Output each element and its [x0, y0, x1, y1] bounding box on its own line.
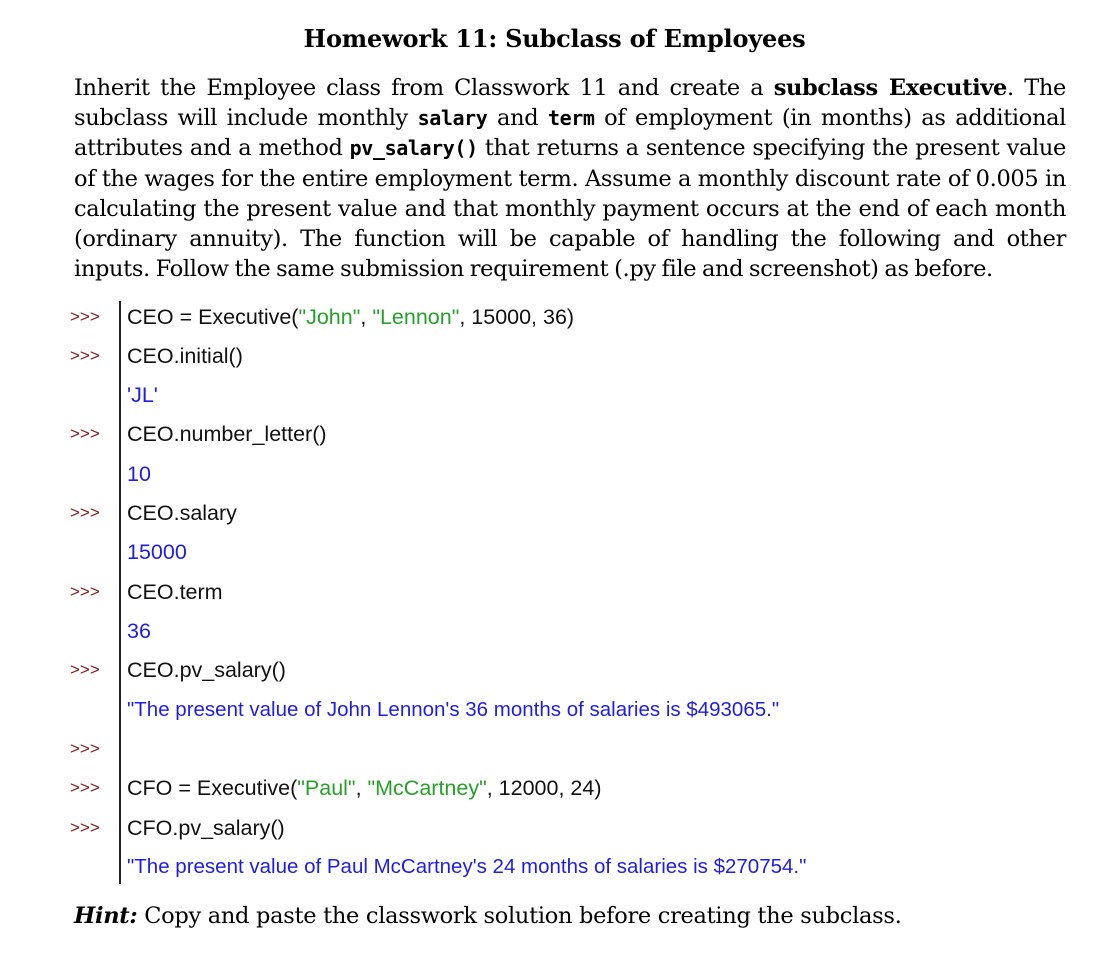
desc-term-code: term: [547, 106, 595, 131]
console-prompt: >>>: [70, 346, 100, 365]
console-divider: [119, 301, 121, 884]
console-code: CEO.initial(): [127, 344, 243, 368]
console-code: CEO.term: [127, 580, 223, 604]
hint-label: Hint:: [74, 903, 138, 929]
desc-salary-code: salary: [417, 106, 488, 131]
hint-text: Copy and paste the classwork solution before creating the subclass.: [137, 903, 902, 929]
desc-subclass-term: subclass Executive: [773, 75, 1008, 101]
console-output-text: "The present value of Paul McCartney's 24 months of salaries is $270754.": [127, 855, 807, 878]
console-code: CEO.number_letter(): [127, 422, 327, 446]
page-title: Homework 11: Subclass of Employees: [303, 24, 806, 53]
assignment-description: [74, 73, 1066, 284]
console-code: CEO.pv_salary(): [127, 658, 286, 682]
console-code: CFO.pv_salary(): [127, 816, 285, 840]
console-output-text: 36: [127, 619, 151, 643]
console-prompt: >>>: [70, 778, 100, 797]
console-output-text: 15000: [127, 540, 187, 564]
console-code: CEO.salary: [127, 501, 237, 525]
console-prompt: >>>: [70, 739, 100, 758]
desc-text-5: that returns a sentence specifying the present value of the wages for the entire employment term. Assume a monthly discount rate of 0.005 in calculating the present value and that monthly payment occurs at the end of each month (ordinary annuity). The function will be capable of handling the following and other inputs. Follow the same submission requirement (.py file and screenshot) as before.: [74, 135, 1067, 283]
console-prompt: >>>: [70, 582, 100, 601]
console-prompt: >>>: [70, 307, 100, 326]
console-code: CEO = Executive("John", "Lennon", 15000, 36): [127, 305, 575, 329]
console-code: CFO = Executive("Paul", "McCartney", 12000, 24): [127, 776, 602, 800]
desc-text-1: Inherit the Employee class from Classwork 11 and create a: [74, 75, 774, 101]
desc-text-2: . The subclass will include monthly: [74, 75, 1066, 132]
console-prompt: >>>: [70, 660, 100, 679]
console-prompt: >>>: [70, 818, 100, 837]
desc-text-4: of employment (in months) as additional attributes and a method: [74, 105, 1066, 162]
console-output-text: 'JL': [127, 383, 158, 407]
hint-note: [74, 903, 901, 929]
console-output-text: 10: [127, 462, 151, 486]
desc-pv-salary-code: pv_salary(): [349, 136, 478, 161]
console-prompt: >>>: [70, 424, 100, 443]
desc-text-3: and: [487, 105, 548, 132]
console-output-text: "The present value of John Lennon's 36 months of salaries is $493065.": [127, 698, 780, 721]
console-prompt: >>>: [70, 503, 100, 522]
